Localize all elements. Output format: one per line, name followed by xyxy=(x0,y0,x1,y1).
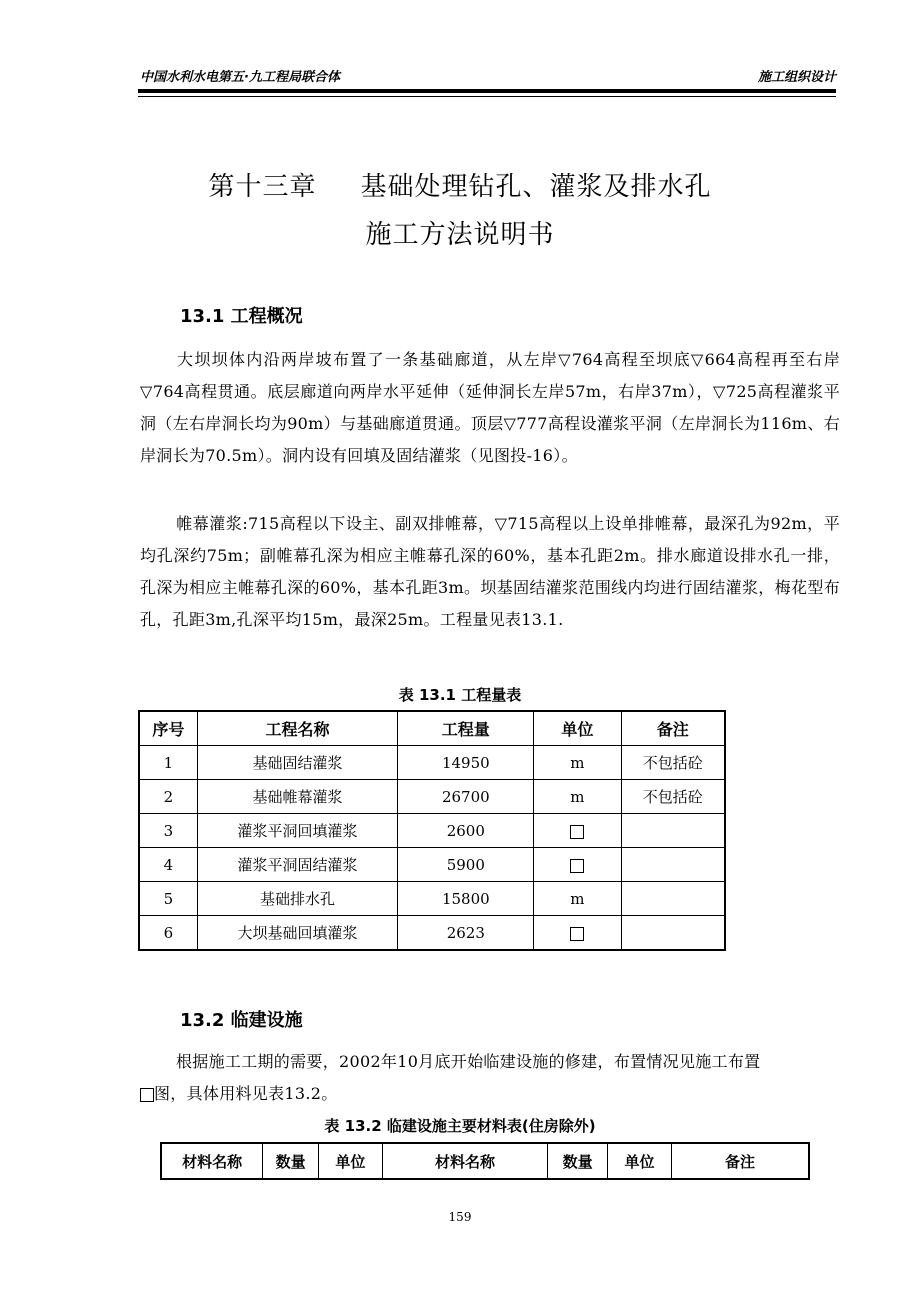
col-header-name: 工程名称 xyxy=(197,711,398,746)
cell-no: 3 xyxy=(139,814,197,848)
col-header-no: 序号 xyxy=(139,711,197,746)
cell-qty: 26700 xyxy=(398,780,534,814)
section-2-paragraph-text: 根据施工工期的需要，2002年10月底开始临建设施的修建，布置情况见施工布置 xyxy=(176,1052,761,1071)
table-header-row xyxy=(161,1143,809,1179)
col-header-qty-2: 数量 xyxy=(548,1143,608,1179)
col-header-material-1: 材料名称 xyxy=(161,1143,263,1179)
page-number: 159 xyxy=(448,1210,472,1224)
table-row xyxy=(139,780,725,814)
col-header-material-2: 材料名称 xyxy=(382,1143,547,1179)
table-header-row xyxy=(139,711,725,746)
cell-name: 灌浆平洞固结灌浆 xyxy=(197,848,398,882)
header-rule-thick xyxy=(138,89,836,93)
cell-qty: 2623 xyxy=(398,916,534,951)
header-rule-thin xyxy=(138,96,836,97)
chapter-number: 第十三章 xyxy=(208,172,317,202)
cell-unit-missing-glyph xyxy=(534,916,621,951)
cell-name: 基础固结灌浆 xyxy=(197,746,398,780)
cell-no: 2 xyxy=(139,780,197,814)
cell-name: 大坝基础回填灌浆 xyxy=(197,916,398,951)
chapter-title-line1: 基础处理钻孔、灌浆及排水孔 xyxy=(360,172,712,202)
col-header-unit: 单位 xyxy=(534,711,621,746)
table-row xyxy=(139,746,725,780)
table-2-caption: 表 13.2 临建设施主要材料表(住房除外) xyxy=(324,1117,596,1135)
cell-qty: 5900 xyxy=(398,848,534,882)
cell-note xyxy=(621,848,725,882)
section-1-paragraph-2-text: 帷幕灌浆:715高程以下设主、副双排帷幕，▽715高程以上设单排帷幕，最深孔为92m，平均孔深约75m；副帷幕孔深为相应主帷幕孔深的60%，基本孔距2m。排水廊道设排水孔一排，孔深为相应主帷幕孔深的60%，基本孔距3m。坝基固结灌浆范围线内均进行固结灌浆，梅花型布孔，孔距3m,孔深平均15m，最深25m。工程量见表13.1. xyxy=(140,514,840,629)
header-doc-type: 施工组织设计 xyxy=(757,70,836,85)
cell-no: 5 xyxy=(139,882,197,916)
cell-unit-missing-glyph xyxy=(534,814,621,848)
cell-qty: 15800 xyxy=(398,882,534,916)
col-header-unit-2: 单位 xyxy=(608,1143,672,1179)
cell-unit: m xyxy=(534,746,621,780)
cell-unit-missing-glyph xyxy=(534,848,621,882)
cell-no: 6 xyxy=(139,916,197,951)
cell-name: 基础排水孔 xyxy=(197,882,398,916)
cell-note: 不包括砼 xyxy=(621,780,725,814)
section-1-paragraph-1 xyxy=(140,344,840,472)
chapter-title xyxy=(0,166,920,203)
cell-unit: m xyxy=(534,780,621,814)
missing-glyph-box-icon xyxy=(570,825,584,839)
col-header-qty-1: 数量 xyxy=(263,1143,319,1179)
col-header-note: 备注 xyxy=(671,1143,809,1179)
cell-note xyxy=(621,882,725,916)
table-row xyxy=(139,814,725,848)
section-1-paragraph-2 xyxy=(140,508,840,636)
missing-glyph-box-icon xyxy=(140,1088,154,1102)
cell-qty: 14950 xyxy=(398,746,534,780)
section-1-heading: 13.1 工程概况 xyxy=(180,306,303,327)
cell-name: 灌浆平洞回填灌浆 xyxy=(197,814,398,848)
section-2-paragraph-text-2: 图，具体用料见表13.2。 xyxy=(154,1084,338,1103)
table-row xyxy=(139,916,725,951)
section-2-heading: 13.2 临建设施 xyxy=(180,1010,303,1031)
missing-glyph-box-icon xyxy=(570,927,584,941)
table-row xyxy=(139,882,725,916)
quantities-table xyxy=(138,710,726,951)
cell-qty: 2600 xyxy=(398,814,534,848)
section-2-paragraph xyxy=(140,1046,840,1110)
cell-note xyxy=(621,916,725,951)
cell-no: 4 xyxy=(139,848,197,882)
section-1-paragraph-1-text: 大坝坝体内沿两岸坡布置了一条基础廊道，从左岸▽764高程至坝底▽664高程再至右岸▽764高程贯通。底层廊道向两岸水平延伸（延伸洞长左岸57m，右岸37m），▽725高程灌浆平洞（左右岸洞长均为90m）与基础廊道贯通。顶层▽777高程设灌浆平洞（左岸洞长为116m、右岸洞长为70.5m）。洞内设有回填及固结灌浆（见图投-16）。 xyxy=(140,350,840,465)
cell-unit: m xyxy=(534,882,621,916)
header-org: 中国水利水电第五·九工程局联合体 xyxy=(140,70,340,85)
cell-no: 1 xyxy=(139,746,197,780)
cell-name: 基础帷幕灌浆 xyxy=(197,780,398,814)
table-row xyxy=(139,848,725,882)
col-header-note: 备注 xyxy=(621,711,725,746)
col-header-unit-1: 单位 xyxy=(319,1143,383,1179)
col-header-qty: 工程量 xyxy=(398,711,534,746)
missing-glyph-box-icon xyxy=(570,859,584,873)
chapter-title-line2: 施工方法说明书 xyxy=(365,220,555,250)
cell-note: 不包括砼 xyxy=(621,746,725,780)
table-1-caption: 表 13.1 工程量表 xyxy=(398,686,522,704)
materials-table xyxy=(160,1142,810,1180)
cell-note xyxy=(621,814,725,848)
